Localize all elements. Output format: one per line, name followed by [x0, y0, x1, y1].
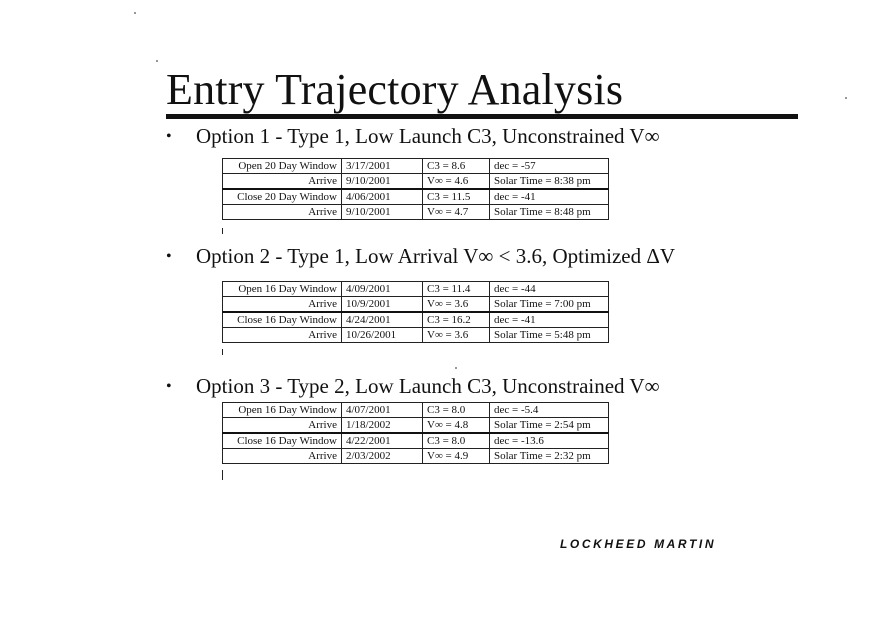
detail-cell: Solar Time = 2:32 pm [490, 449, 609, 464]
event-cell: Arrive [223, 205, 342, 220]
bullet-icon: • [166, 128, 172, 145]
table-row [223, 174, 609, 190]
event-cell: Arrive [223, 418, 342, 434]
bullet-icon: • [166, 378, 172, 395]
event-cell: Open 20 Day Window [223, 159, 342, 174]
energy-cell: V∞ = 4.7 [423, 205, 490, 220]
table-row [223, 282, 609, 297]
date-cell: 10/9/2001 [342, 297, 423, 313]
date-cell: 4/07/2001 [342, 403, 423, 418]
date-cell: 4/06/2001 [342, 189, 423, 205]
option-1-heading [166, 123, 660, 150]
energy-cell: C3 = 11.4 [423, 282, 490, 297]
energy-cell: C3 = 11.5 [423, 189, 490, 205]
table-row [223, 205, 609, 220]
table-row [223, 328, 609, 343]
event-cell: Arrive [223, 297, 342, 313]
detail-cell: Solar Time = 8:48 pm [490, 205, 609, 220]
energy-cell: C3 = 8.0 [423, 403, 490, 418]
table-row [223, 403, 609, 418]
date-cell: 4/09/2001 [342, 282, 423, 297]
date-cell: 2/03/2002 [342, 449, 423, 464]
table-row [223, 189, 609, 205]
event-cell: Arrive [223, 449, 342, 464]
energy-cell: V∞ = 3.6 [423, 297, 490, 313]
lockheed-martin-logo: LOCKHEED MARTIN [560, 537, 717, 551]
table-row [223, 433, 609, 449]
event-cell: Close 16 Day Window [223, 433, 342, 449]
page-title: Entry Trajectory Analysis [166, 65, 624, 114]
scan-speck [134, 12, 136, 14]
event-cell: Arrive [223, 174, 342, 190]
scan-speck [845, 97, 847, 99]
detail-cell: Solar Time = 7:00 pm [490, 297, 609, 313]
event-cell: Close 20 Day Window [223, 189, 342, 205]
energy-cell: C3 = 16.2 [423, 312, 490, 328]
energy-cell: C3 = 8.6 [423, 159, 490, 174]
detail-cell: dec = -57 [490, 159, 609, 174]
event-cell: Open 16 Day Window [223, 403, 342, 418]
energy-cell: V∞ = 4.6 [423, 174, 490, 190]
detail-cell: Solar Time = 8:38 pm [490, 174, 609, 190]
option-3-heading [166, 373, 660, 400]
detail-cell: dec = -41 [490, 312, 609, 328]
detail-cell: dec = -41 [490, 189, 609, 205]
event-cell: Open 16 Day Window [223, 282, 342, 297]
table-row [223, 297, 609, 313]
option-3-heading-text: Option 3 - Type 2, Low Launch C3, Unconstrained V∞ [196, 374, 660, 398]
scan-speck [455, 367, 457, 369]
title-underline [166, 114, 798, 119]
option-1-table [222, 158, 609, 220]
option-1-heading-text: Option 1 - Type 1, Low Launch C3, Unconstrained V∞ [196, 124, 660, 148]
option-2-heading-text: Option 2 - Type 1, Low Arrival V∞ < 3.6, Optimized ΔV [196, 244, 676, 268]
option-3-table [222, 402, 609, 464]
detail-cell: dec = -13.6 [490, 433, 609, 449]
detail-cell: dec = -5.4 [490, 403, 609, 418]
energy-cell: C3 = 8.0 [423, 433, 490, 449]
table-row [223, 449, 609, 464]
date-cell: 9/10/2001 [342, 174, 423, 190]
table-edge-mark [222, 349, 223, 355]
table-row [223, 159, 609, 174]
energy-cell: V∞ = 4.8 [423, 418, 490, 434]
bullet-icon: • [166, 248, 172, 265]
date-cell: 10/26/2001 [342, 328, 423, 343]
detail-cell: Solar Time = 5:48 pm [490, 328, 609, 343]
option-2-table [222, 281, 609, 343]
energy-cell: V∞ = 3.6 [423, 328, 490, 343]
scan-speck [156, 60, 158, 62]
date-cell: 9/10/2001 [342, 205, 423, 220]
event-cell: Close 16 Day Window [223, 312, 342, 328]
table-edge-mark [222, 470, 223, 480]
table-row [223, 312, 609, 328]
date-cell: 1/18/2002 [342, 418, 423, 434]
date-cell: 4/24/2001 [342, 312, 423, 328]
option-2-heading [166, 243, 675, 270]
date-cell: 4/22/2001 [342, 433, 423, 449]
table-edge-mark [222, 228, 223, 234]
date-cell: 3/17/2001 [342, 159, 423, 174]
event-cell: Arrive [223, 328, 342, 343]
energy-cell: V∞ = 4.9 [423, 449, 490, 464]
table-row [223, 418, 609, 434]
detail-cell: dec = -44 [490, 282, 609, 297]
detail-cell: Solar Time = 2:54 pm [490, 418, 609, 434]
